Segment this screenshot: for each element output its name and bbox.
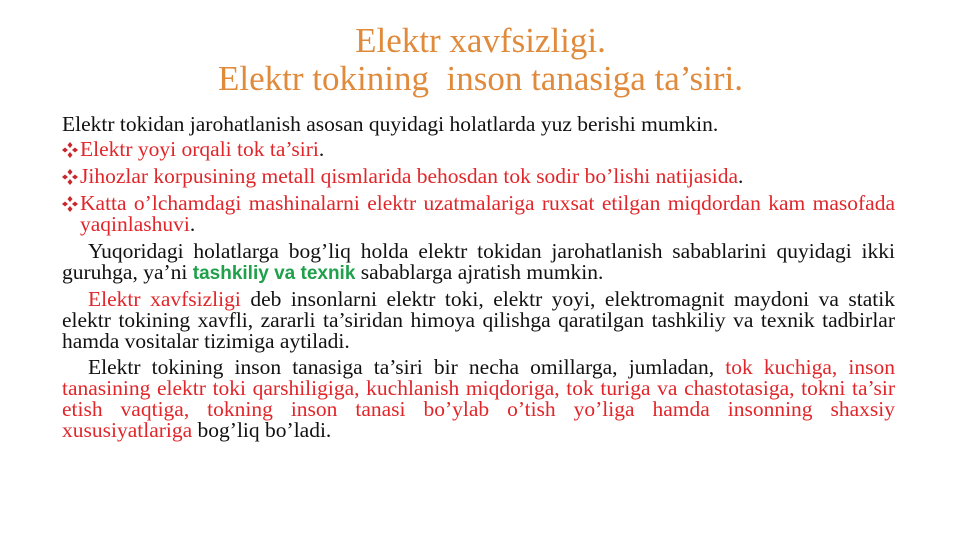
bullet-item [62, 193, 895, 235]
bullet-end: . [318, 137, 325, 161]
slide-body [62, 114, 895, 446]
bullet-item [62, 139, 895, 160]
bullet-text: Jihozlar korpusining metall qismlarida behosdan tok sodir bo’lishi natijasida [80, 164, 739, 188]
title-line-1: Elektr xavfsizligi. [355, 21, 606, 60]
bullet-end: . [189, 212, 196, 236]
bullet-text: Katta o’lchamdagi mashinalarni elektr uzatmalariga ruxsat etilgan miqdordan kam masofada yaqinlashuvi [80, 191, 895, 236]
highlight-term: Elektr xavfsizligi [88, 287, 241, 311]
bullet-end: . [738, 164, 744, 188]
four-diamond-bullet-icon [62, 196, 78, 212]
paragraph-text: sabablarga ajratish mumkin. [355, 260, 604, 284]
paragraph-text: Elektr tokining inson tanasiga ta’siri bir necha omillarga, jumladan, [88, 355, 726, 379]
slide-title [0, 22, 961, 98]
bullet-text: Elektr yoyi orqali tok ta’siri [80, 137, 319, 161]
paragraph-causes [62, 241, 895, 284]
bullet-item [62, 166, 895, 187]
paragraph-factors [62, 357, 895, 441]
paragraph-text: bog’liq bo’ladi. [192, 418, 332, 442]
highlight-organizational-technical: tashkiliy va texnik [192, 263, 356, 284]
four-diamond-bullet-icon [62, 142, 78, 158]
paragraph-definition [62, 289, 895, 352]
paragraph-text: deb insonlarni elektr toki, elektr yoyi, elektromagnit maydoni va statik elektr tokining xavfli, zararli ta’siridan himoya qilishga qaratilgan tashkiliy va texnik tadbirlar hamda vositalar tizimiga aytiladi. [62, 287, 895, 353]
highlight-factors: tok kuchiga, inson tanasining elektr toki qarshiligiga, kuchlanish miqdoriga, tok turiga va chastotasiga, tokni ta’sir etish vaqtiga, tokning inson tanasi bo’ylab o’tish yo’liga hamda insonning shaxsiy xususiyatlariga [62, 355, 895, 442]
title-line-2: Elektr tokining inson tanasiga ta’siri. [218, 59, 743, 98]
intro-text: Elektr tokidan jarohatlanish asosan quyidagi holatlarda yuz berishi mumkin. [62, 112, 719, 136]
paragraph-text: Yuqoridagi holatlarga bog’liq holda elektr tokidan jarohatlanish sabablarini quyidagi ikki guruhga, ya’ni [62, 239, 895, 284]
four-diamond-bullet-icon [62, 169, 78, 185]
